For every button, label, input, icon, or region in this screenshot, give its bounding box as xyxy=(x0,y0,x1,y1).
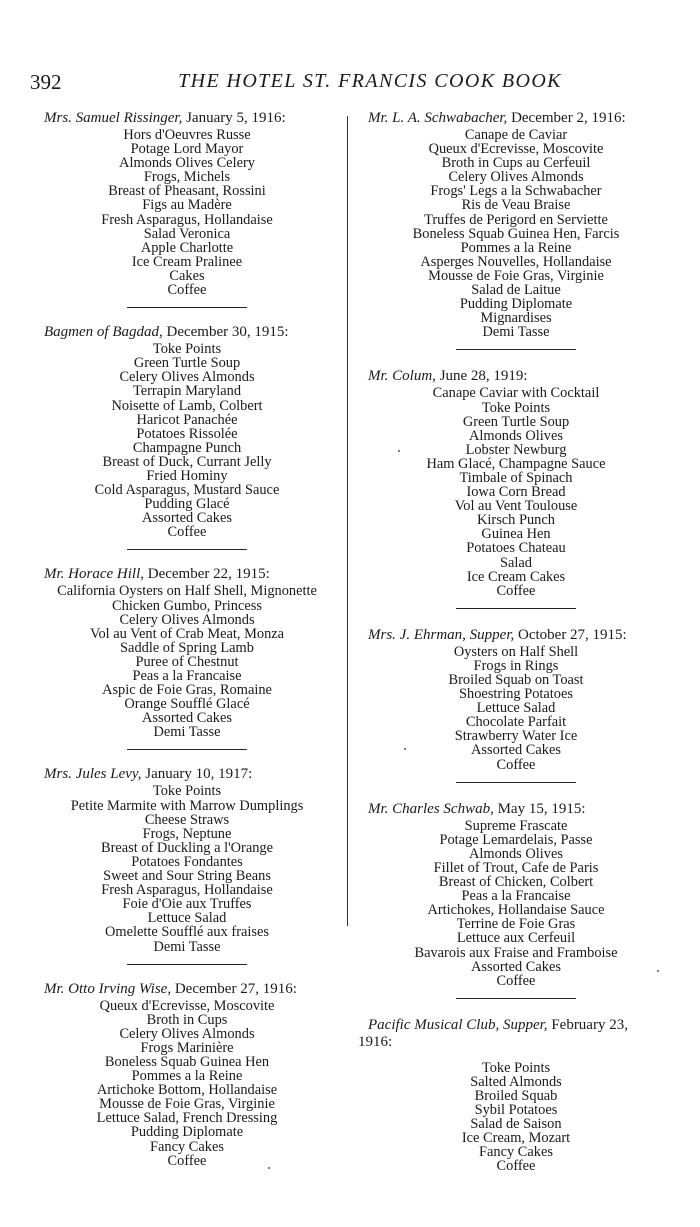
menu-host: Mrs. Samuel Rissinger, xyxy=(44,110,183,126)
menu-date-continued: 1916: xyxy=(358,1033,393,1050)
menu-item: Peas a la Francaise xyxy=(132,668,242,684)
menu-item: Queux d'Ecrevisse, Moscovite xyxy=(428,141,604,158)
menu-item: Potage Lemardelais, Passe xyxy=(439,831,593,848)
menu-item: Potage Lord Mayor xyxy=(130,141,244,158)
menu-items xyxy=(26,584,348,739)
menu-item: Fresh Asparagus, Hollandaise xyxy=(101,882,273,899)
menu-date: December 2, 1916: xyxy=(507,110,626,126)
menu-item: Truffes de Perigord en Serviette xyxy=(424,211,608,228)
menu-date: June 28, 1919: xyxy=(435,368,528,385)
menu-date: May 15, 1915: xyxy=(493,800,586,817)
menu-item: Demi Tasse xyxy=(153,724,221,741)
menu-items xyxy=(358,819,674,988)
menu-item: Guinea Hen xyxy=(481,526,551,543)
menu-item: Vol au Vent of Crab Meat, Monza xyxy=(89,625,285,642)
menu-item: Canape Caviar with Cocktail xyxy=(432,385,600,402)
menu-item: Potatoes Fondantes xyxy=(131,853,243,870)
menu-item: Boneless Squab Guinea Hen, Farcis xyxy=(412,225,620,242)
menu-divider xyxy=(127,549,247,550)
menu-item: Ice Cream Pralinee xyxy=(131,253,243,270)
menu-item: Demi Tasse xyxy=(153,938,221,955)
menu-items xyxy=(358,128,674,339)
menu-item: Assorted Cakes xyxy=(471,742,561,759)
menu-item: Almonds Olives Celery xyxy=(119,155,255,172)
menu-heading xyxy=(358,627,674,644)
menu-divider xyxy=(456,349,576,350)
menu-item: Fillet of Trout, Cafe de Paris xyxy=(433,859,599,876)
menu-heading xyxy=(26,110,348,127)
menu-item: Assorted Cakes xyxy=(142,510,232,527)
menu-items xyxy=(26,342,348,539)
menu-block xyxy=(26,766,348,953)
menu-item: Fancy Cakes xyxy=(150,1138,224,1155)
menu-date: December 27, 1916: xyxy=(171,980,297,997)
menu-heading xyxy=(26,324,348,341)
menu-item: Terrapin Maryland xyxy=(132,383,242,400)
menu-item: Sybil Potatoes xyxy=(474,1102,558,1119)
menu-item: Fancy Cakes xyxy=(479,1144,553,1161)
menu-items xyxy=(26,999,348,1168)
menu-item: Potatoes Rissolée xyxy=(136,425,238,442)
menu-item: Toke Points xyxy=(152,341,222,358)
menu-item: Cheese Straws xyxy=(144,811,230,828)
menu-item: Green Turtle Soup xyxy=(462,413,570,430)
menu-date: February 23, xyxy=(547,1016,628,1033)
menu-item: Salad de Laitue xyxy=(471,282,561,299)
menu-item: Coffee xyxy=(496,1158,536,1175)
menu-host: Pacific Musical Club, Supper, xyxy=(368,1016,548,1033)
menu-item: Fresh Asparagus, Hollandaise xyxy=(101,211,273,228)
page-header xyxy=(30,70,670,100)
menu-host: Mrs. Jules Levy, xyxy=(44,766,142,783)
menu-item: Peas a la Francaise xyxy=(461,888,571,905)
menu-item: Chocolate Parfait xyxy=(465,714,567,731)
menu-item: Iowa Corn Bread xyxy=(466,484,566,501)
menu-item: Salad Veronica xyxy=(143,225,231,242)
menu-item: Shoestring Potatoes xyxy=(459,686,573,703)
menu-block xyxy=(358,801,674,988)
menu-host: Mr. Otto Irving Wise, xyxy=(44,980,172,997)
menu-item: Demi Tasse xyxy=(482,324,550,341)
menu-item: Timbale of Spinach xyxy=(459,469,573,486)
menu-item: Broiled Squab xyxy=(474,1087,558,1104)
menu-item: Ice Cream, Mozart xyxy=(461,1130,571,1147)
menu-item: Asperges Nouvelles, Hollandaise xyxy=(420,253,612,270)
menu-items xyxy=(26,128,348,297)
menu-item: Lettuce Salad xyxy=(147,910,227,927)
menu-item: Ice Cream Cakes xyxy=(466,568,566,585)
menu-item: Saddle of Spring Lamb xyxy=(120,639,254,656)
menu-item: Lobster Newburg xyxy=(465,441,567,458)
menu-host: Mr. Horace Hill, xyxy=(44,566,144,583)
menu-item: Lettuce aux Cerfeuil xyxy=(456,930,576,947)
menu-heading xyxy=(358,801,674,818)
menu-item: Chicken Gumbo, Princess xyxy=(112,597,262,614)
menu-item: Celery Olives Almonds xyxy=(119,1025,255,1042)
stray-mark xyxy=(404,748,406,750)
menu-item: Toke Points xyxy=(481,1059,551,1076)
menu-item: Coffee xyxy=(496,582,536,599)
menu-item: Apple Charlotte xyxy=(140,239,234,256)
menu-item: Foie d'Oie aux Truffes xyxy=(122,896,252,913)
menu-item: Queux d'Ecrevisse, Moscovite xyxy=(99,997,275,1014)
menu-item: Fried Hominy xyxy=(146,467,228,484)
menu-item: Petite Marmite with Marrow Dumplings xyxy=(70,797,304,814)
menu-block xyxy=(26,981,348,1168)
menu-item: Pommes a la Reine xyxy=(131,1068,243,1085)
menu-item: Terrine de Foie Gras xyxy=(456,916,576,933)
menu-item: Celery Olives Almonds xyxy=(119,369,255,386)
page-number: 392 xyxy=(30,70,62,94)
menu-item: Kirsch Punch xyxy=(477,512,555,529)
menu-item: Green Turtle Soup xyxy=(133,355,241,372)
menu-item: Breast of Pheasant, Rossini xyxy=(108,183,266,200)
menu-item: Toke Points xyxy=(152,783,222,800)
menu-item: Pudding Diplomate xyxy=(130,1124,244,1141)
menu-items xyxy=(358,386,674,597)
menu-item: Mousse de Foie Gras, Virginie xyxy=(428,267,604,284)
menu-date: October 27, 1915: xyxy=(514,626,627,643)
menu-item: Salad xyxy=(500,554,532,571)
menu-item: Hors d'Oeuvres Russe xyxy=(123,127,251,143)
menu-item: Oysters on Half Shell xyxy=(453,643,579,660)
menu-item: Potatoes Chateau xyxy=(466,540,566,557)
menu-item: Bavarois aux Fraise and Framboise xyxy=(414,944,618,961)
menu-item: Orange Soufflé Glacé xyxy=(124,696,250,713)
menu-block xyxy=(358,110,674,339)
menu-item: Pudding Glacé xyxy=(144,496,230,513)
menu-item: Coffee xyxy=(167,524,207,541)
menu-item: Almonds Olives xyxy=(469,845,563,862)
menu-item: Lettuce Salad, French Dressing xyxy=(96,1110,278,1127)
menu-host: Mr. L. A. Schwabacher, xyxy=(368,110,508,126)
menu-item: Broth in Cups xyxy=(146,1011,228,1028)
menu-item: Ris de Veau Braise xyxy=(461,197,571,214)
menu-item: Frogs in Rings xyxy=(473,657,559,674)
menu-item: Artichoke Bottom, Hollandaise xyxy=(96,1082,278,1099)
menu-item: Celery Olives Almonds xyxy=(119,611,255,628)
menu-item: Cold Asparagus, Mustard Sauce xyxy=(94,482,280,499)
menu-item: Cakes xyxy=(169,267,205,284)
menu-item: Champagne Punch xyxy=(132,439,242,456)
menu-block xyxy=(358,627,674,772)
menu-item: Haricot Panachée xyxy=(136,411,238,428)
menu-item: Assorted Cakes xyxy=(471,958,561,975)
menu-date: January 5, 1916: xyxy=(182,110,286,126)
menu-item: Canape de Caviar xyxy=(464,127,568,143)
menu-divider xyxy=(127,749,247,750)
stray-mark xyxy=(657,970,659,972)
menu-item: Supreme Frascate xyxy=(464,817,568,834)
left-column xyxy=(26,110,348,1176)
menu-heading xyxy=(358,1017,674,1051)
menu-items xyxy=(358,1061,674,1174)
menu-item: Salted Almonds xyxy=(470,1073,562,1090)
menu-item: Boneless Squab Guinea Hen xyxy=(104,1053,270,1070)
menu-item: Coffee xyxy=(496,756,536,773)
menu-item: Pudding Diplomate xyxy=(459,296,573,313)
menu-item: Noisette of Lamb, Colbert xyxy=(111,397,263,414)
menu-block xyxy=(26,324,348,539)
menu-item: Celery Olives Almonds xyxy=(448,169,584,186)
menu-item: Puree of Chestnut xyxy=(135,653,239,670)
right-column xyxy=(358,110,674,1182)
menu-item: Salad de Saison xyxy=(470,1116,562,1133)
menu-date: January 10, 1917: xyxy=(141,766,253,783)
menu-item: Coffee xyxy=(167,1152,207,1169)
menu-heading xyxy=(358,368,674,385)
menu-heading xyxy=(26,981,348,998)
menu-item: Broth in Cups au Cerfeuil xyxy=(441,155,591,172)
menu-item: Coffee xyxy=(496,972,536,989)
menu-divider xyxy=(127,964,247,965)
menu-heading xyxy=(26,766,348,783)
menu-item: Aspic de Foie Gras, Romaine xyxy=(102,682,272,699)
menu-item: Breast of Duck, Currant Jelly xyxy=(102,453,272,470)
menu-item: Frogs Marinière xyxy=(140,1039,234,1056)
menu-item: Almonds Olives xyxy=(469,427,563,444)
stray-mark xyxy=(268,1167,270,1169)
running-title: THE HOTEL ST. FRANCIS COOK BOOK xyxy=(178,70,562,92)
menu-item: Breast of Chicken, Colbert xyxy=(438,874,594,891)
menu-item: Ham Glacé, Champagne Sauce xyxy=(426,455,606,472)
menu-date: December 30, 1915: xyxy=(162,324,289,341)
menu-items xyxy=(358,645,674,772)
menu-block xyxy=(358,1017,674,1174)
menu-item: Figs au Madère xyxy=(142,197,232,214)
menu-item: Frogs, Michels xyxy=(143,169,231,186)
menu-item: Omelette Soufflé aux fraises xyxy=(105,924,269,941)
menu-item: Artichokes, Hollandaise Sauce xyxy=(427,902,605,919)
menu-item: Vol au Vent Toulouse xyxy=(454,498,578,515)
menu-item: Mignardises xyxy=(480,310,552,327)
menu-item: Sweet and Sour String Beans xyxy=(103,868,271,885)
menu-host: Bagmen of Bagdad, xyxy=(44,324,163,341)
menu-item: Frogs, Neptune xyxy=(142,825,232,842)
menu-item: Coffee xyxy=(167,282,207,299)
menu-heading xyxy=(358,110,674,127)
menu-divider xyxy=(127,307,247,308)
menu-date: December 22, 1915: xyxy=(144,566,270,583)
menu-item: Mousse de Foie Gras, Virginie xyxy=(99,1096,275,1113)
menu-block xyxy=(358,368,674,597)
menu-item: Lettuce Salad xyxy=(476,700,556,717)
menu-item: California Oysters on Half Shell, Mignonette xyxy=(57,583,317,600)
menu-host: Mrs. J. Ehrman, Supper, xyxy=(368,626,515,643)
menu-host: Mr. Colum, xyxy=(368,368,436,385)
menu-item: Broiled Squab on Toast xyxy=(448,672,584,688)
menu-item: Assorted Cakes xyxy=(142,710,232,727)
menu-item: Strawberry Water Ice xyxy=(454,728,578,745)
menu-divider xyxy=(456,782,576,783)
menu-item: Breast of Duckling a l'Orange xyxy=(100,839,274,856)
menu-block xyxy=(26,566,348,739)
menu-host: Mr. Charles Schwab, xyxy=(368,800,494,817)
menu-block xyxy=(26,110,348,297)
menu-item: Toke Points xyxy=(481,399,551,416)
menu-divider xyxy=(456,998,576,999)
menu-items xyxy=(26,784,348,953)
menu-item: Pommes a la Reine xyxy=(460,239,572,256)
menu-heading xyxy=(26,566,348,583)
menu-item: Frogs' Legs a la Schwabacher xyxy=(430,183,602,200)
menu-divider xyxy=(456,608,576,609)
stray-mark xyxy=(398,450,400,452)
